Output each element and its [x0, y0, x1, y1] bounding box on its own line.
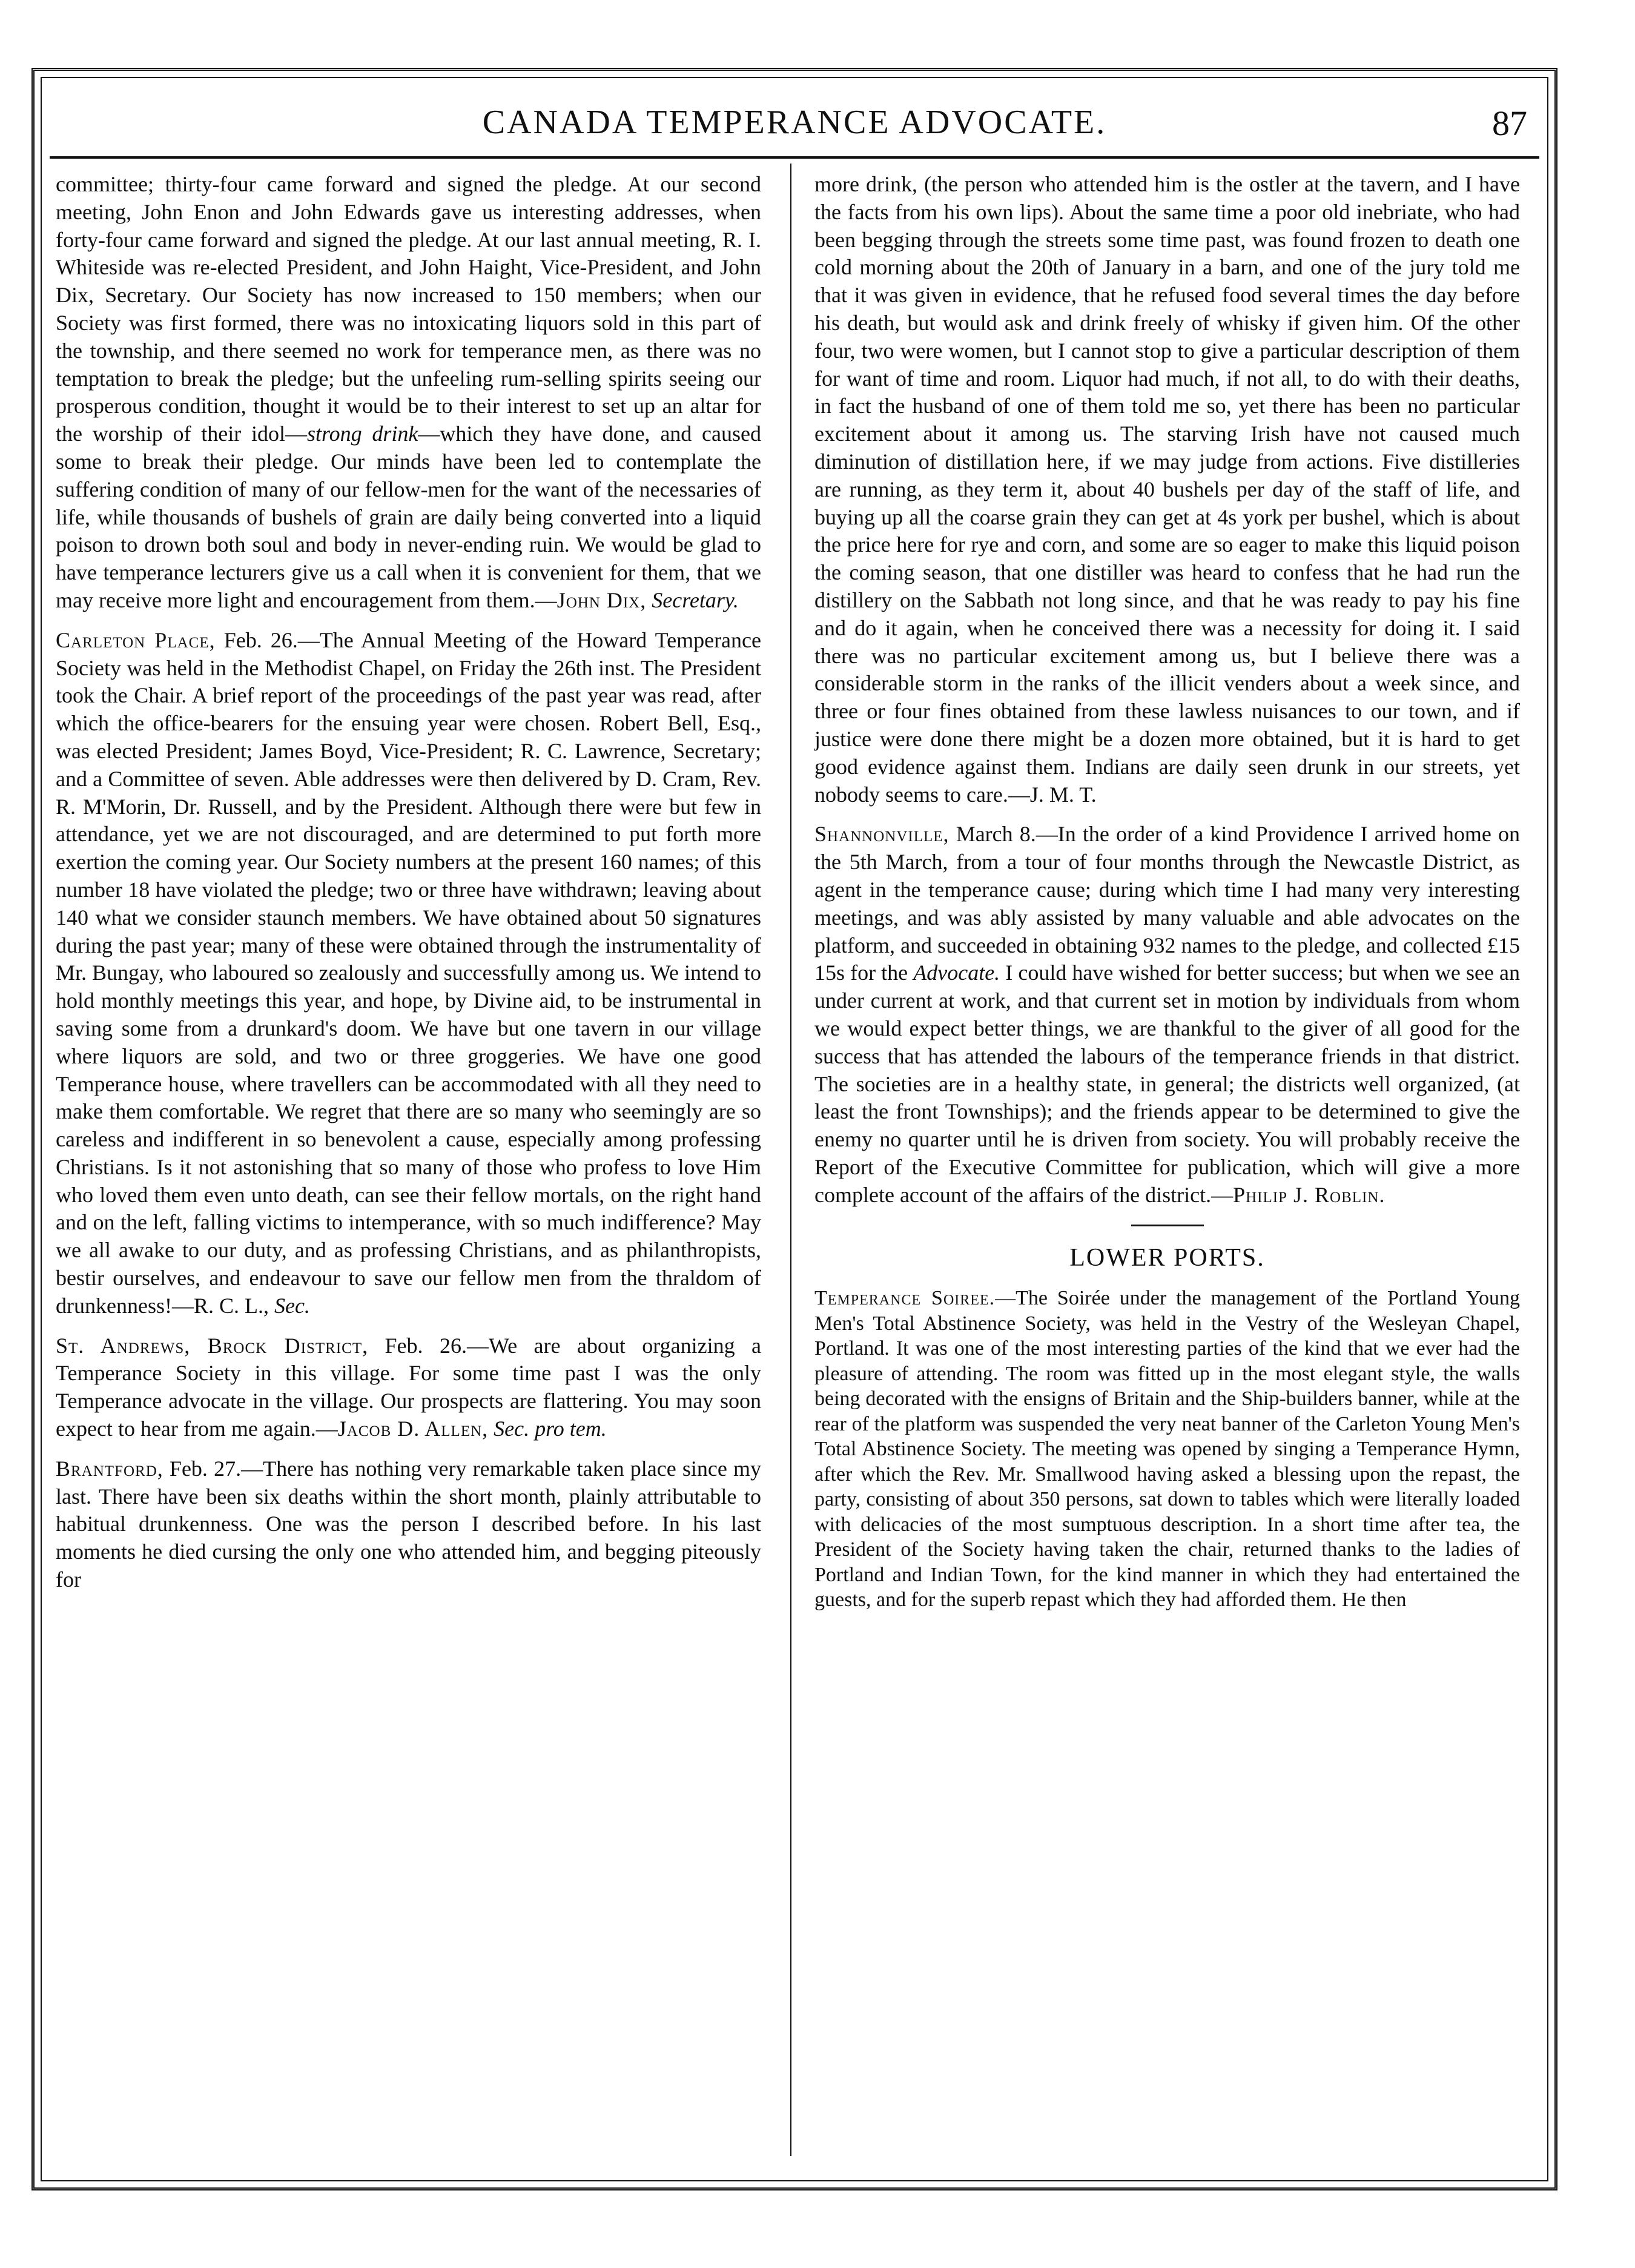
- text-run: —The Soirée under the management of the Portland Young Men's Total Abstinence Society, was held in the Vestry of the Wesleyan Chapel, Portland. It was one of the most interesting parties of the kind that we ever had the pleasure of attending. The room was fitted up in the most elegant style, the walls being decorated with the ensigns of Britain and the Ship-builders banner, while at the rear of the platform was suspended the very neat banner of the Carleton Young Men's Total Abstinence Society. The meeting was opened by singing a Temperance Hymn, after which the Rev. Mr. Smallwood having asked a blessing upon the repast, the party, consisting of about 350 persons, sat down to tables which were literally loaded with delicacies of the most sumptuous description. In a short time after tea, the President of the Society having taken the chair, returned thanks to the ladies of Portland and Indian Town, for the kind manner in which they had entertained the guests, and for the superb repast which they had afforded them. He then: [814, 1287, 1520, 1612]
- dateline-place: Carleton Place,: [56, 627, 216, 652]
- text-run: —which they have done, and caused some to break their pledge. Our minds have been led to contemplate the suffering condition of many of our fellow-men for the want of the necessaries of life, while thousands of bushels of grain are daily being converted into a liquid poison to drown both soul and body in never-ending ruin. We would be glad to have temperance lecturers give us a call when it is convenient for them, that we may receive more light and encouragement from them.—: [56, 422, 761, 612]
- header-rule: [50, 156, 1539, 159]
- text-run: Feb. 26.—The Annual Meeting of the Howard Temperance Society was held in the Methodist Chapel, on Friday the 26th inst. The President took the Chair. A brief report of the proceedings of the past year was read, after which the office-bearers for the ensuing year were chosen. Robert Bell, Esq., was elected President; James Boyd, Vice-President; R. C. Lawrence, Secretary; and a Committee of seven. Able addresses were then delivered by D. Cram, Rev. R. M'Morin, Dr. Russell, and by the President. Although there were but few in attendance, yet we are not discouraged, and are determined to put forth more exertion the coming year. Our Society numbers at the present 160 names; of this number 18 have violated the pledge; two or three have withdrawn; leaving about 140 what we consider staunch members. We have obtained about 50 signatures during the past year; many of these were obtained through the instrumentality of Mr. Bungay, who laboured so zealously and successfully among us. We intend to hold monthly meetings this year, and hope, by Divine aid, to be instrumental in saving some from a drunkard's doom. We have but one tavern in our village where liquors are sold, and two or three groggeries. We have one good Temperance house, where travellers can be accommodated with all they need to make them comfortable. We regret that there are so many who seemingly are so careless and indifferent in so benevolent a cause, especially among professing Christians. Is it not astonishing that so many of those who profess to love Him who loved them even unto death, can see their fellow mortals, on the right hand and on the left, falling victims to intemperance, with so much indifference? May we all awake to our duty, and as professing Christians, and as philanthropists, bestir ourselves, and endeavour to save our fellow men from the thraldom of drunkenness!—R. C. L.,: [56, 627, 761, 1318]
- text-run: committee; thirty-four came forward and signed the pledge. At our second meeting, John Enon and John Edwards gave us interesting addresses, when forty-four came forward and signed the pledge. At our last annual meeting, R. I. Whiteside was re-elected President, and John Haight, Vice-President, and John Dix, Secretary. Our Society has now increased to 150 members; when our Society was first formed, there was no intoxicating liquors sold in this part of the township, and there seemed no work for temperance men, as there was no temptation to break the pledge; but the unfeeling rum-selling spirits seeing our prosperous condition, thought it would be to their interest to set up an altar for the worship of their idol—: [56, 172, 761, 446]
- article-paragraph: [56, 1455, 761, 1594]
- section-rule: [1131, 1225, 1204, 1226]
- text-run: I could have wished for better success; but when we see an under current at work, and that current set in motion by individuals from whom we would expect better things, we are thankful to the giver of all good for the success that has attended the labours of the temperance friends in that district. The societies are in a healthy state, in general; the districts well organized, (at least the front Townships); and the friends appear to be determined to give the enemy no quarter until he is driven from society. You will probably receive the Report of the Executive Committee for publication, which will give a more complete account of the affairs of the district.—: [814, 960, 1520, 1207]
- article-paragraph: [56, 1332, 761, 1443]
- text-run: March 8.—In the order of a kind Providence I arrived home on the 5th March, from a tour of four months through the Newcastle District, as agent in the temperance cause; during which time I had many very interesting meetings, and was ably assisted by many valuable and able advocates on the platform, and succeeded in obtaining 932 names to the pledge, and collected £15 15s for the: [814, 822, 1520, 985]
- article-paragraph: [56, 171, 761, 615]
- signature: Jacob D. Allen,: [337, 1417, 489, 1441]
- signature-title: Sec.: [274, 1293, 310, 1318]
- page-title: CANADA TEMPERANCE ADVOCATE.: [482, 104, 1107, 141]
- text-run: more drink, (the person who attended him is the ostler at the tavern, and I have the facts from his own lips). About the same time a poor old inebriate, who had been begging through the streets some time past, was found frozen to death one cold morning about the 20th of January in a barn, and one of the jury told me that it was given in evidence, that he refused food several times the day before his death, but would ask and drink freely of whisky if given him. Of the other four, two were women, but I cannot stop to give a particular description of them for want of time and room. Liquor had much, if not all, to do with their deaths, in fact the husband of one of them told me so, yet there has been no particular excitement about it among us. The starving Irish have not caused much diminution of distillation here, if we may judge from actions. Five distilleries are running, as they term it, about 40 bushels per day of the staff of life, and buying up all the coarse grain they can get at 4s york per bushel, which is about the price here for rye and corn, and some are so eager to make this liquid poison the coming season, that one distiller was heard to confess that he had run the distillery on the Sabbath not long since, and that he was ready to pay his fine and do it again, when he conceived there was a necessity for doing it. I said there was no particular excitement among us, but I believe there was a considerable storm in the ranks of the illicit venders about a week since, and three or four fines obtained from these lawless nuisances to our town, and if justice were done there might be a dozen more obtained, but it is hard to get good evidence against them. Indians are daily seen drunk in our streets, yet nobody seems to care.—J. M. T.: [814, 172, 1520, 807]
- article-paragraph: [814, 1286, 1520, 1613]
- dateline-place: St. Andrews, Brock District,: [56, 1333, 369, 1358]
- left-column: [56, 171, 761, 1606]
- article-paragraph: [56, 627, 761, 1320]
- dateline-place: Shannonville,: [814, 822, 950, 847]
- right-column: [814, 171, 1520, 1625]
- page-number: 87: [1492, 104, 1527, 143]
- signature-title: Sec. pro tem.: [494, 1417, 607, 1441]
- italic-run: strong drink: [306, 422, 418, 446]
- signature: Philip J. Roblin.: [1233, 1182, 1386, 1207]
- dateline-place: Temperance Soiree.: [814, 1287, 996, 1310]
- article-paragraph: [814, 171, 1520, 808]
- dateline-place: Brantford,: [56, 1456, 164, 1481]
- text-run: Feb. 26.—We are about organizing a Temperance Society in this village. For some time past I was the only Temperance advocate in the village. Our prospects are flattering. You may soon expect to hear from me again.—: [56, 1333, 761, 1441]
- running-head: [50, 91, 1539, 157]
- article-paragraph: [814, 821, 1520, 1209]
- text-run: Feb. 27.—There has nothing very remarkable taken place since my last. There have been six deaths within the short month, plainly attributable to habitual drunkenness. One was the person I described before. In his last moments he died cursing the only one who attended him, and begging piteously for: [56, 1456, 761, 1592]
- signature: John Dix,: [557, 587, 647, 612]
- italic-run: Advocate.: [913, 960, 1000, 985]
- section-heading: LOWER PORTS.: [1069, 1244, 1265, 1272]
- column-divider: [790, 164, 791, 2156]
- signature-title: Secretary.: [652, 587, 739, 612]
